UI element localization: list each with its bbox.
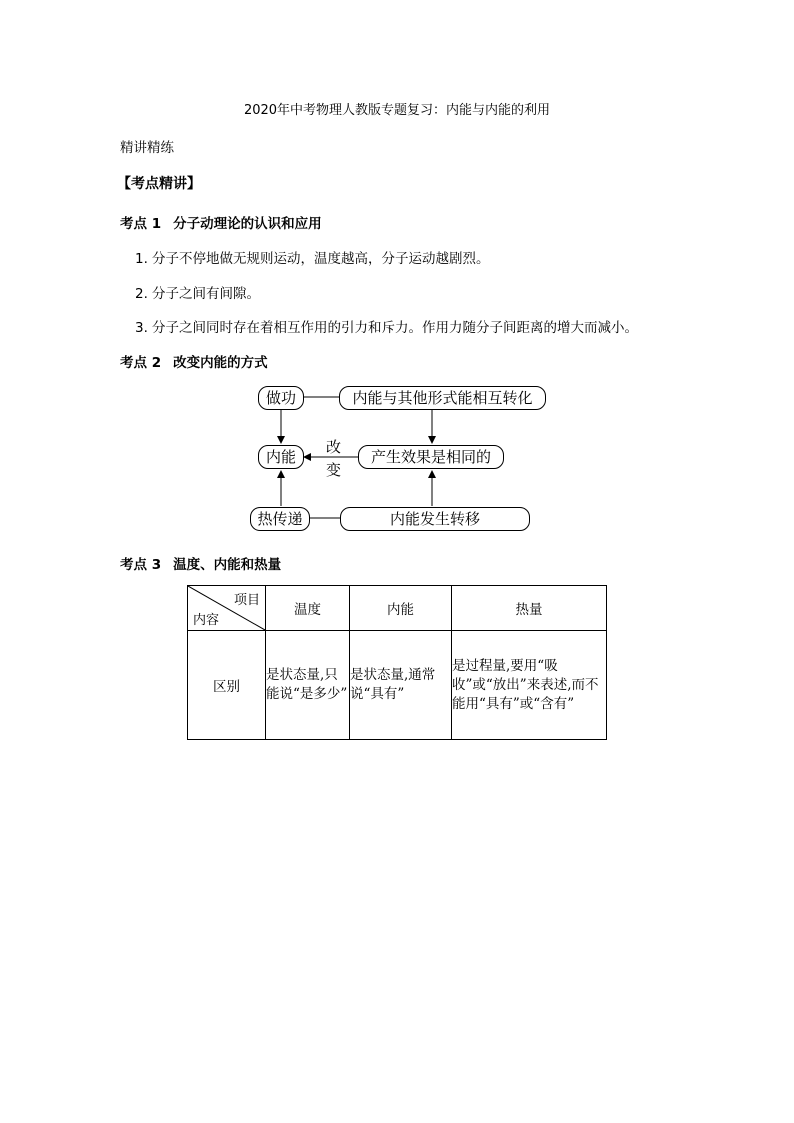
work-box: 做功	[258, 386, 304, 410]
comparison-table	[187, 585, 607, 740]
energy-transfer-box: 内能发生转移	[340, 507, 530, 531]
point3-number: 考点 3	[120, 557, 162, 573]
bracket-heading: 【考点精讲】	[117, 176, 201, 192]
change-label-top: 改	[326, 438, 342, 456]
section-label: 精讲精练	[120, 140, 174, 156]
cell-internal-energy: 是状态量,通常说“具有”	[350, 631, 452, 740]
list-item-index: 1.	[135, 251, 148, 267]
point1-number: 考点 1	[120, 216, 162, 232]
list-item-text: 分子之间同时存在着相互作用的引力和斥力。作用力随分子间距离的增大而减小。	[152, 320, 638, 336]
cell-temperature: 是状态量,只能说“是多少”	[266, 631, 350, 740]
point1-title: 分子动理论的认识和应用	[173, 216, 322, 232]
table-corner-cell	[188, 586, 266, 631]
header-temperature: 温度	[266, 586, 350, 631]
list-item-text: 分子之间有间隙。	[152, 286, 260, 302]
row-label: 区别	[188, 631, 266, 740]
point3-heading	[120, 553, 281, 573]
table-row	[188, 631, 607, 740]
header-heat: 热量	[452, 586, 607, 631]
header-internal-energy: 内能	[350, 586, 452, 631]
document-title: 2020年中考物理人教版专题复习：内能与内能的利用	[243, 103, 551, 118]
list-item-text: 分子不停地做无规则运动，温度越高，分子运动越剧烈。	[152, 251, 490, 267]
heat-transfer-box: 热传递	[250, 507, 310, 531]
point3-title: 温度、内能和热量	[173, 557, 282, 573]
same-effect-box: 产生效果是相同的	[358, 445, 504, 469]
internal-energy-box: 内能	[258, 445, 304, 469]
point2-title: 改变内能的方式	[173, 355, 268, 371]
corner-top-label: 项目	[233, 593, 260, 608]
corner-bottom-label: 内容	[193, 613, 220, 628]
table-header-row	[188, 586, 607, 631]
list-item-index: 2.	[135, 286, 148, 302]
list-item-index: 3.	[135, 320, 148, 336]
energy-conversion-box: 内能与其他形式能相互转化	[339, 386, 546, 410]
cell-heat: 是过程量,要用“吸收”或“放出”来表述,而不能用“具有”或“含有”	[452, 631, 607, 740]
change-label-bottom: 变	[326, 461, 342, 479]
point2-number: 考点 2	[120, 355, 162, 371]
